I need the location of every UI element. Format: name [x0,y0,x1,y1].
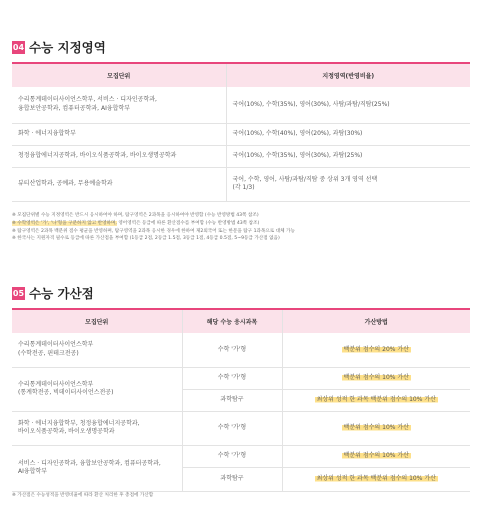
section-number-badge: 04 [12,42,25,52]
note-line: ※ 한국사는 지원자격 필수로 등급에 따른 가산점을 부여함 (1등급 2점, 2등급 1.5점, 3등급 1점, 4등급 0.5점, 5~9등급 가산점 없음) [12,236,280,242]
subject-cell: 과학탐구 [182,467,282,491]
section-04-notes [12,212,470,243]
header-unit: 모집단위 [12,63,226,87]
header-method: 가산방법 [282,309,470,333]
subject-cell: 수학 '가'형 [182,333,282,367]
note-line: ※ 탐구영역은 2과목 백분위 점수 평균을 반영하며, 탐구영역을 2과목 응시한 경우에 한하여 제2외국어 또는 한문을 탐구 1과목으로 대체 가능 [12,228,295,234]
subject-cell: 수학 '가'형 [182,367,282,389]
section-title: 수능 가산점 [29,286,94,301]
unit-cell: 수리통계데이터사이언스학부, 서비스 · 디자인공학과, 융합보안공학과, 컴퓨터공학과, AI융합학부 [12,87,226,123]
unit-cell: 수리통계데이터사이언스학부 (통계학전공, 빅데이터사이언스전공) [12,367,182,411]
area-cell: 국어, 수학, 영어, 사탐/과탐/직탐 중 상위 3개 영역 선택 (각 1/3) [226,167,470,201]
section-04-heading [12,38,106,56]
unit-cell: 청정융합에너지공학과, 바이오식품공학과, 바이오생명공학과 [12,145,226,167]
method-cell: 최상위 성적 한 과목 백분위 점수의 10% 가산 [282,389,470,411]
area-cell: 국어(10%), 수학(35%), 영어(30%), 과탐(25%) [226,145,470,167]
section-05-note [12,492,470,500]
note-line: ※ 모집단위별 수능 지정영역은 반드시 응시하여야 하며, 탐구영역은 2과목을 응시하여야 반영함 (수능 반영방법 43쪽 참조) [12,213,259,218]
unit-cell: 수리통계데이터사이언스학부 (수학전공, 핀테크전공) [12,333,182,367]
table-row [12,123,470,145]
subject-cell: 과학탐구 [182,389,282,411]
note-line: ※ 수학영역은 '가', '나'형을 구분하지 않고 반영하며, 영어영역은 등급에 따른 환산점수를 부여함 (수능 반영방법 43쪽 참조) [12,220,260,226]
unit-cell: 화학 · 에너지융합학부, 청정융합에너지공학과, 바이오식품공학과, 바이오생명공학과 [12,411,182,445]
section-number-badge: 05 [12,288,25,298]
table-row [12,411,470,445]
method-cell: 백분위 점수의 10% 가산 [282,411,470,445]
subject-cell: 수학 '가'형 [182,411,282,445]
area-cell: 국어(10%), 수학(40%), 영어(20%), 과탐(30%) [226,123,470,145]
section-title: 수능 지정영역 [29,40,106,55]
header-subject: 해당 수능 응시과목 [182,309,282,333]
table-row [12,367,470,389]
header-unit: 모집단위 [12,309,182,333]
unit-cell: 뷰티산업학과, 공예과, 무용예술학과 [12,167,226,201]
table-row [12,87,470,123]
note-line: ※ 가산점은 수능성적을 반영비율에 따라 환산 처리한 후 총점에 가산함 [12,493,154,498]
subject-cell: 수학 '가'형 [182,445,282,467]
unit-cell: 화학 · 에너지융합학부 [12,123,226,145]
table-row [12,445,470,467]
table-row [12,167,470,201]
method-cell: 백분위 점수의 10% 가산 [282,445,470,467]
table-row [12,333,470,367]
method-cell: 백분위 점수의 10% 가산 [282,367,470,389]
bonus-points-table [12,308,470,492]
area-cell: 국어(10%), 수학(35%), 영어(30%), 사탐/과탐/직탐(25%) [226,87,470,123]
header-area: 지정영역(반영비율) [226,63,470,87]
section-05-heading [12,284,94,302]
designated-area-table [12,62,470,202]
method-cell: 백분위 점수의 20% 가산 [282,333,470,367]
table-row [12,145,470,167]
unit-cell: 서비스 · 디자인공학과, 융합보안공학과, 컴퓨터공학과, AI융합학부 [12,445,182,491]
method-cell: 최상위 성적 한 과목 백분위 점수의 10% 가산 [282,467,470,491]
